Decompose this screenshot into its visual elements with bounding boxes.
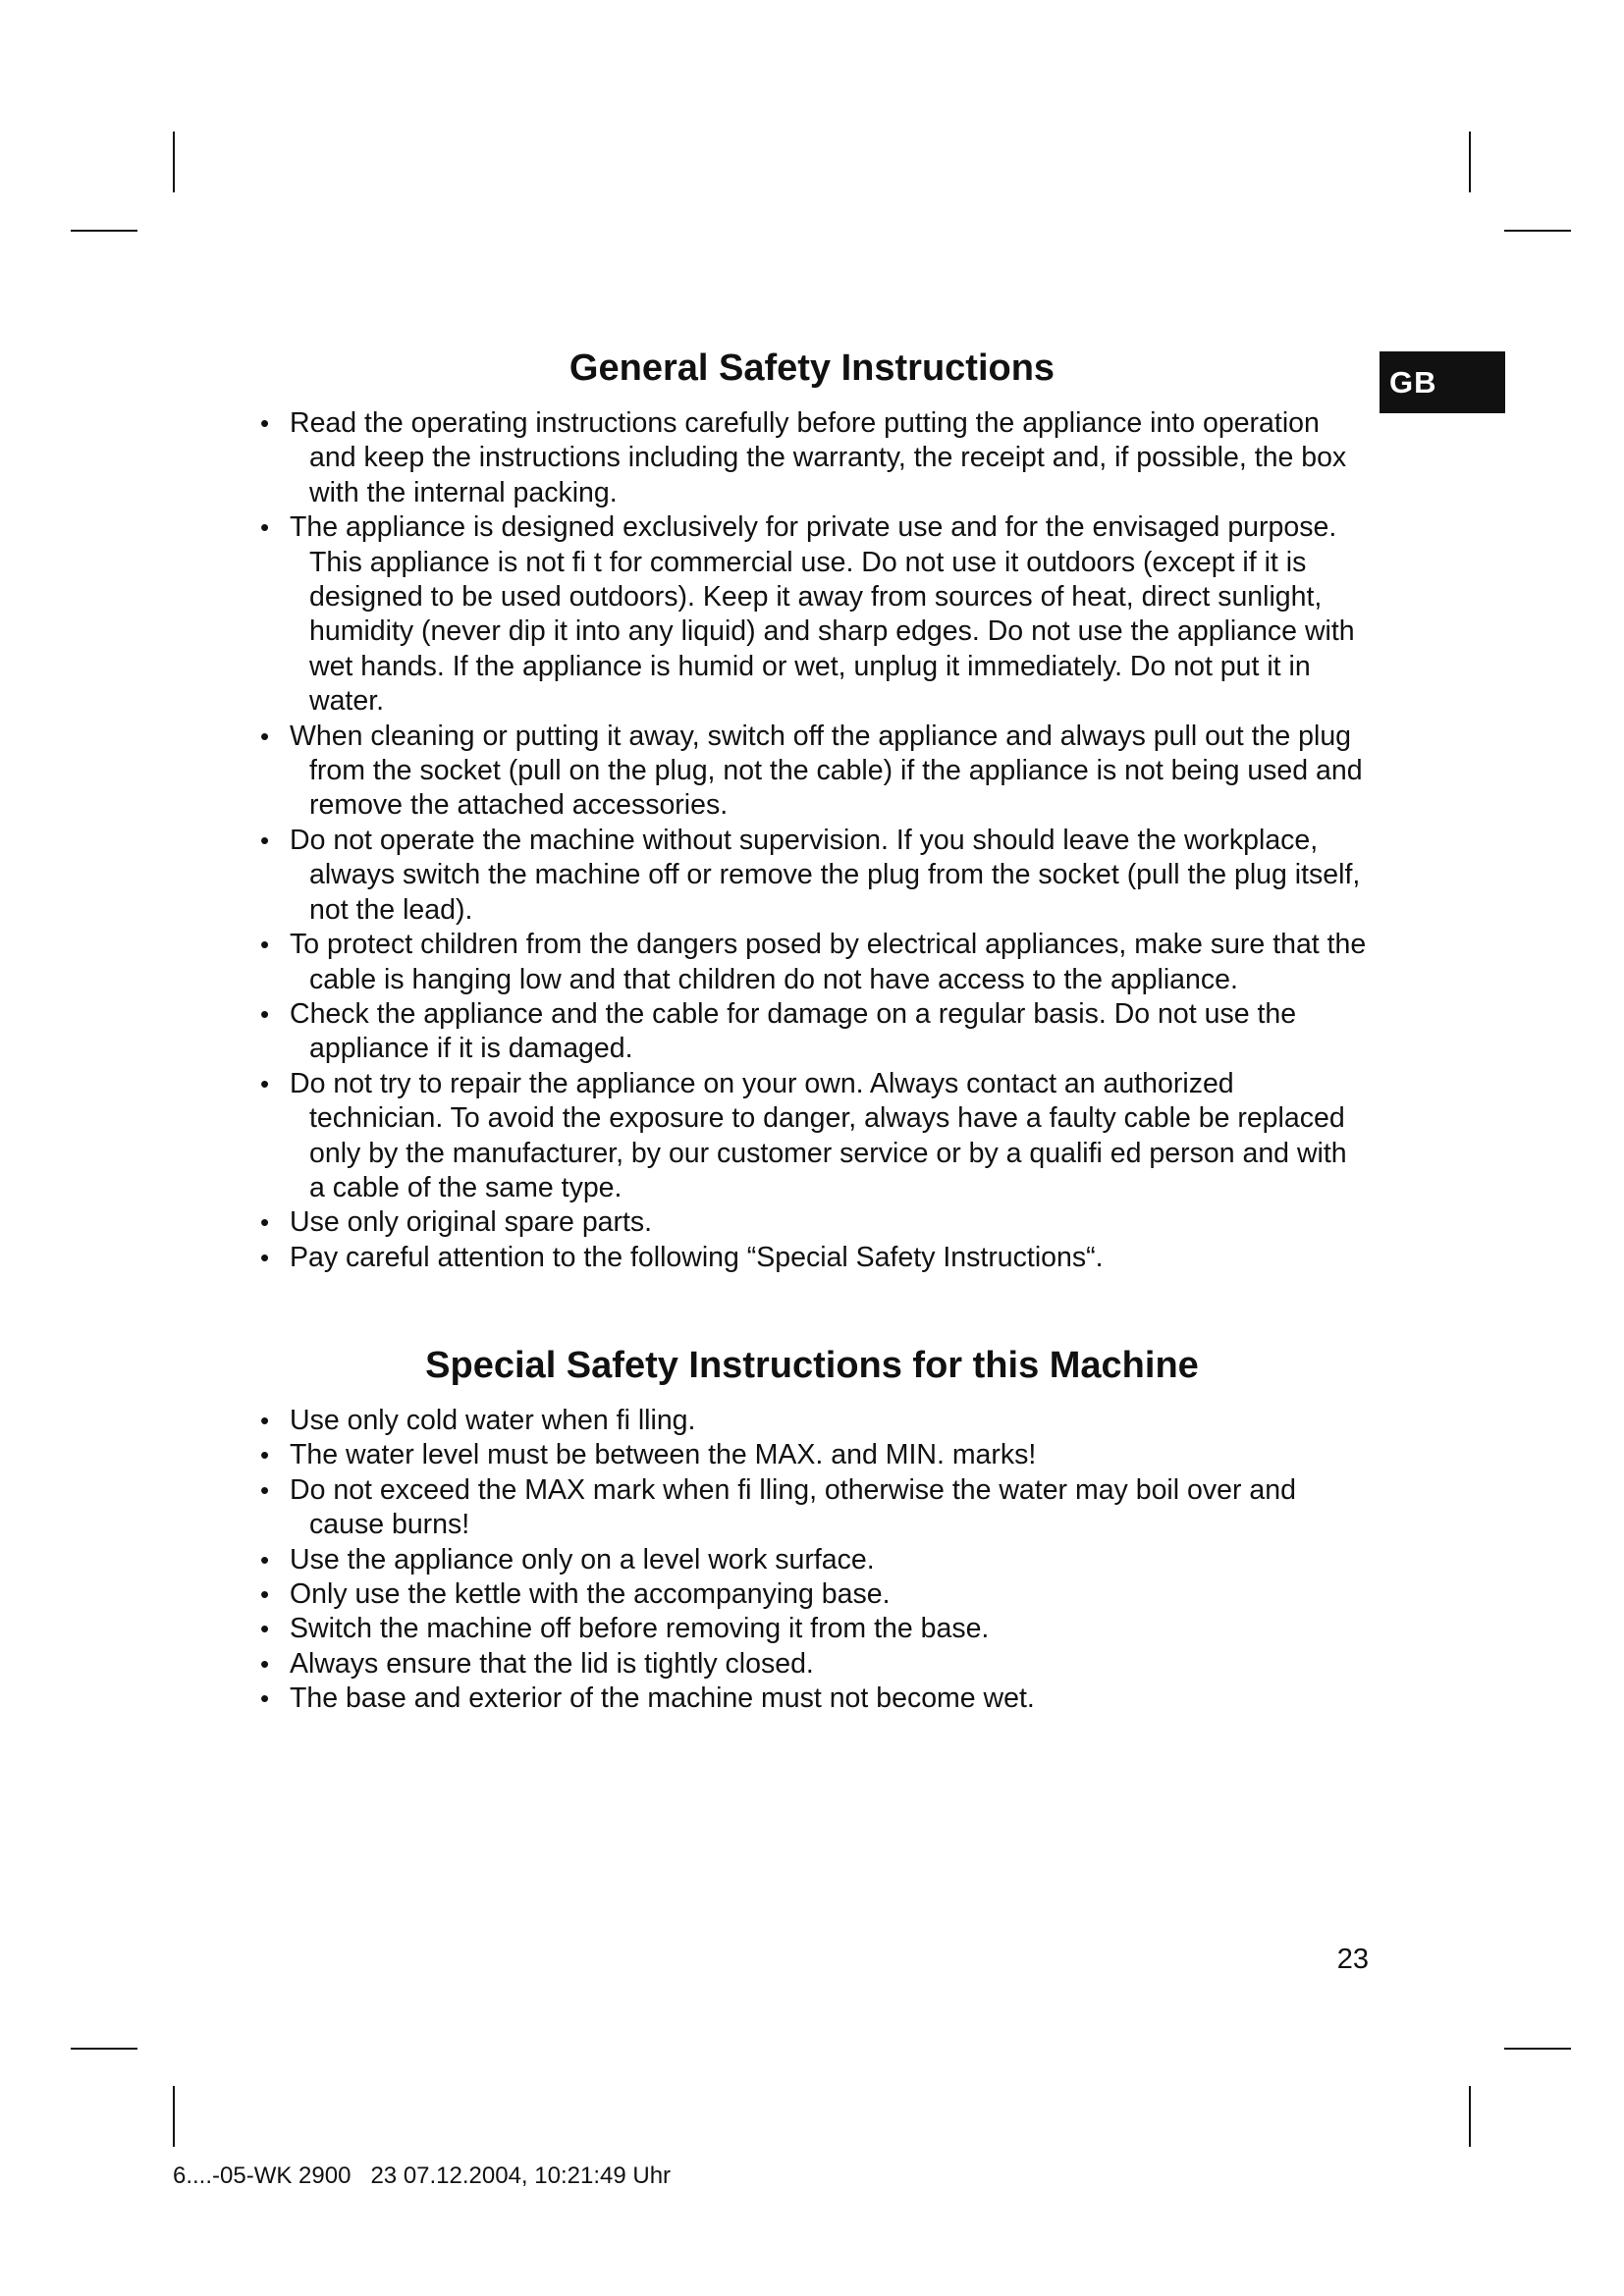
list-item: • Do not exceed the MAX mark when fi lling, otherwise the water may boil over and cause burns! <box>260 1473 1370 1543</box>
page-number: 23 <box>1336 1944 1369 1975</box>
list-item: • Use the appliance only on a level work surface. <box>260 1543 1370 1577</box>
footer-timestamp: 07.12.2004, 10:21:49 Uhr <box>403 2163 672 2189</box>
list-item: • Do not try to repair the appliance on your own. Always contact an authorized technician. To avoid the exposure to danger, always have a faulty cable be replaced only by the manufacturer, by our customer service or by a qualifi ed person and with a cable of the same type. <box>260 1067 1370 1206</box>
special-safety-title: Special Safety Instructions for this Machine <box>425 1345 1199 1386</box>
crop-mark-bottom-left-horizontal <box>71 2048 137 2050</box>
print-footer <box>173 2162 671 2191</box>
list-item: • Switch the machine off before removing it from the base. <box>260 1612 1370 1646</box>
list-item: • Always ensure that the lid is tightly closed. <box>260 1647 1370 1682</box>
general-safety-list <box>260 406 1370 1275</box>
crop-mark-bottom-right-vertical <box>1469 2086 1471 2147</box>
footer-file: 6....-05-WK 2900 <box>173 2163 352 2189</box>
list-item: • When cleaning or putting it away, switch off the appliance and always pull out the plug from the socket (pull on the plug, not the cable) if the appliance is not being used and remove the attached accessories. <box>260 720 1370 824</box>
list-item: • The water level must be between the MAX. and MIN. marks! <box>260 1438 1370 1472</box>
language-tab: GB <box>1380 351 1505 413</box>
list-item: • Only use the kettle with the accompanying base. <box>260 1577 1370 1612</box>
list-item: • Use only original spare parts. <box>260 1205 1370 1240</box>
footer-page: 23 <box>370 2163 398 2189</box>
crop-mark-top-left-vertical <box>173 132 175 192</box>
list-item: • Pay careful attention to the following “Special Safety Instructions“. <box>260 1241 1370 1275</box>
crop-mark-bottom-left-vertical <box>173 2086 175 2147</box>
crop-mark-top-right-horizontal <box>1504 230 1571 232</box>
list-item: • The base and exterior of the machine must not become wet. <box>260 1682 1370 1716</box>
special-safety-list <box>260 1404 1370 1717</box>
list-item: • Do not operate the machine without supervision. If you should leave the workplace, always switch the machine off or remove the plug from the socket (pull the plug itself, not the lead). <box>260 824 1370 928</box>
crop-mark-bottom-right-horizontal <box>1504 2048 1571 2050</box>
general-safety-title: General Safety Instructions <box>568 347 1056 389</box>
list-item: • The appliance is designed exclusively for private use and for the envisaged purpose. This appliance is not fi t for commercial use. Do not use it outdoors (except if it is designed to be used outdoors). Keep it away from sources of heat, direct sunlight, humidity (never dip it into any liquid) and sharp edges. Do not use the appliance with wet hands. If the appliance is humid or wet, unplug it immediately. Do not put it in water. <box>260 510 1370 719</box>
list-item: • To protect children from the dangers posed by electrical appliances, make sure that the cable is hanging low and that children do not have access to the appliance. <box>260 928 1370 997</box>
crop-mark-top-right-vertical <box>1469 132 1471 192</box>
list-item: • Use only cold water when fi lling. <box>260 1404 1370 1438</box>
list-item: • Check the appliance and the cable for damage on a regular basis. Do not use the appliance if it is damaged. <box>260 997 1370 1067</box>
list-item: • Read the operating instructions carefully before putting the appliance into operation and keep the instructions including the warranty, the receipt and, if possible, the box with the internal packing. <box>260 406 1370 510</box>
crop-mark-top-left-horizontal <box>71 230 137 232</box>
